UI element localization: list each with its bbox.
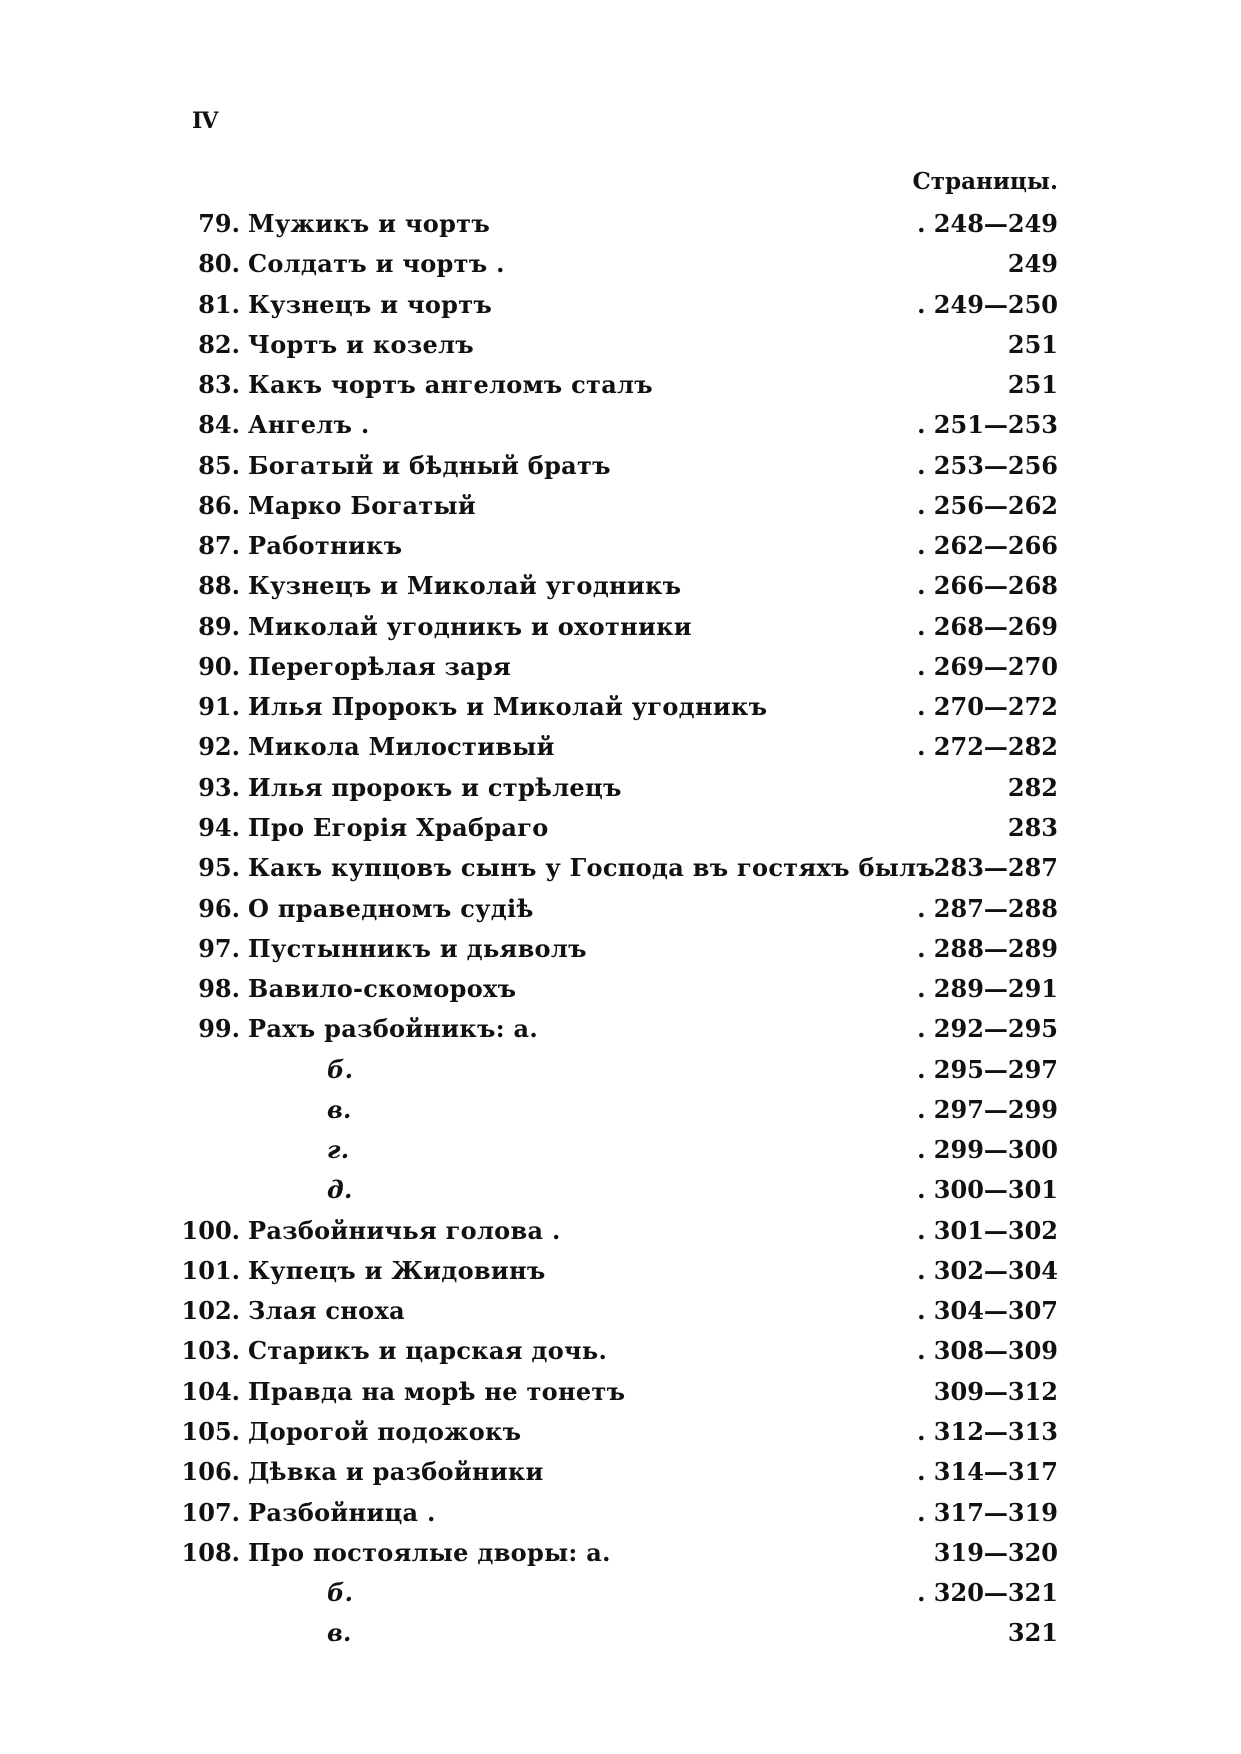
page-number: IV — [192, 108, 218, 134]
entry-title: Разбойничья голова . — [248, 1215, 561, 1245]
entry-title: Про постоялые дворы: а. — [248, 1537, 611, 1567]
toc-entry — [175, 1533, 1058, 1573]
entry-title: Кузнецъ и чортъ — [248, 289, 493, 319]
entry-number: 80. — [198, 249, 240, 279]
entry-title: Вавило-скоморохъ — [248, 974, 517, 1004]
entry-title: Ангелъ . — [248, 410, 370, 440]
toc-entry — [175, 1331, 1058, 1371]
toc-entry — [175, 1493, 1058, 1533]
entry-title: Какъ купцовъ сынъ у Господа въ гостяхъ былъ — [248, 853, 936, 883]
entry-title: Рахъ разбойникъ: а. — [248, 1014, 539, 1044]
entry-pages: . 289—291 — [917, 974, 1058, 1004]
entry-title: Дѣвка и разбойники — [248, 1457, 544, 1487]
entry-number: 93. — [198, 772, 240, 802]
toc-entry — [175, 1211, 1058, 1251]
entry-pages: . 287—288 — [917, 893, 1058, 923]
toc-entry — [175, 325, 1058, 365]
toc-entry — [175, 486, 1058, 526]
entry-pages: . 297—299 — [917, 1094, 1058, 1124]
entry-title: Мужикъ и чортъ — [248, 209, 491, 238]
toc-entry — [175, 566, 1058, 606]
entry-pages: 251 — [1007, 370, 1058, 400]
entry-title: Какъ чортъ ангеломъ сталъ — [248, 370, 653, 400]
entry-title: Купецъ и Жидовинъ — [248, 1255, 546, 1285]
entry-number: 97. — [198, 933, 240, 963]
entry-pages: . 251—253 — [917, 410, 1058, 440]
entry-title: Перегорѣлая заря — [248, 651, 512, 681]
toc-entry — [175, 1251, 1058, 1291]
toc-entry — [175, 808, 1058, 848]
toc-entry — [175, 687, 1058, 727]
toc-entry — [175, 848, 1058, 888]
toc-entry — [175, 365, 1058, 405]
toc-entry — [175, 285, 1058, 325]
entry-number: 103. — [181, 1336, 240, 1366]
toc-entry — [175, 1170, 1058, 1210]
entry-number: 104. — [181, 1376, 240, 1406]
toc-entry — [175, 1573, 1058, 1613]
entry-title: Миколай угодникъ и охотники — [248, 611, 692, 641]
entry-number: 85. — [198, 450, 240, 480]
entry-title: д. — [327, 1175, 353, 1205]
entry-number: 98. — [198, 974, 240, 1004]
entry-number: 96. — [198, 893, 240, 923]
entry-pages: . 312—313 — [917, 1416, 1058, 1446]
entry-title: Пустынникъ и дьяволъ — [248, 933, 587, 963]
entry-pages: 319—320 — [933, 1537, 1058, 1567]
entry-title: Илья пророкъ и стрѣлецъ — [248, 772, 622, 802]
entry-pages: . 249—250 — [917, 289, 1058, 319]
entry-title: б. — [327, 1578, 354, 1608]
entry-pages: 251 — [1007, 329, 1058, 359]
toc-entry — [175, 1050, 1058, 1090]
entry-number: 106. — [181, 1457, 240, 1487]
entry-title: Богатый и бѣдный братъ — [248, 450, 611, 480]
entry-title: Работникъ — [248, 531, 403, 561]
toc-entry — [175, 1452, 1058, 1492]
entry-number: 92. — [198, 732, 240, 762]
toc-entry — [175, 405, 1058, 445]
entry-number: 87. — [198, 531, 240, 561]
toc-entry — [175, 526, 1058, 566]
entry-pages: . 248—249 — [917, 209, 1058, 238]
entry-pages: . 270—272 — [917, 692, 1058, 722]
entry-title: Кузнецъ и Миколай угодникъ — [248, 571, 682, 601]
entry-title: Старикъ и царская дочь. — [248, 1336, 608, 1366]
entry-pages: . 268—269 — [917, 611, 1058, 641]
entry-number: 99. — [198, 1014, 240, 1044]
entry-number: 86. — [198, 490, 240, 520]
toc-entry — [175, 1130, 1058, 1170]
toc-entry — [175, 647, 1058, 687]
entry-pages: 282 — [1007, 772, 1058, 802]
toc-entry — [175, 969, 1058, 1009]
entry-title: Марко Богатый — [248, 490, 476, 520]
entry-title: Злая сноха — [248, 1296, 405, 1326]
toc-entry — [175, 768, 1058, 808]
entry-pages: . 301—302 — [917, 1215, 1058, 1245]
entry-title: г. — [327, 1135, 350, 1165]
entry-pages: . 308—309 — [917, 1336, 1058, 1366]
toc-entry — [175, 727, 1058, 767]
pages-column-header: Страницы. — [912, 168, 1058, 195]
toc-entry — [175, 889, 1058, 929]
toc-entry — [175, 929, 1058, 969]
entry-number: 102. — [181, 1296, 240, 1326]
entry-pages: 321 — [1007, 1618, 1058, 1648]
entry-pages: . 300—301 — [917, 1175, 1058, 1205]
entry-title: Правда на морѣ не тонетъ — [248, 1376, 626, 1406]
toc-entry — [175, 1090, 1058, 1130]
entry-number: 82. — [198, 329, 240, 359]
entry-title: Солдатъ и чортъ . — [248, 249, 505, 279]
toc-entry — [175, 1613, 1058, 1653]
entry-title: Илья Пророкъ и Миколай угодникъ — [248, 692, 768, 722]
entry-number: 79. — [198, 209, 240, 238]
entry-number: 88. — [198, 571, 240, 601]
entry-number: 84. — [198, 410, 240, 440]
entry-pages: . 288—289 — [917, 933, 1058, 963]
entry-number: 81. — [198, 289, 240, 319]
entry-pages: . 253—256 — [917, 450, 1058, 480]
entry-pages: . 299—300 — [917, 1135, 1058, 1165]
entry-number: 91. — [198, 692, 240, 722]
entry-pages: . 256—262 — [917, 490, 1058, 520]
entry-number: 108. — [181, 1537, 240, 1567]
entry-pages: . 320—321 — [917, 1578, 1058, 1608]
entry-title: Чортъ и козелъ — [248, 329, 474, 359]
entry-pages: . 295—297 — [917, 1054, 1058, 1084]
toc-entry — [175, 607, 1058, 647]
entry-pages: . 304—307 — [917, 1296, 1058, 1326]
entry-pages: . 302—304 — [917, 1255, 1058, 1285]
entry-pages: 249 — [1007, 249, 1058, 279]
entry-number: 83. — [198, 370, 240, 400]
entry-title: в. — [327, 1618, 352, 1648]
entry-title: Микола Милостивый — [248, 732, 555, 762]
entry-pages: . 317—319 — [917, 1497, 1058, 1527]
toc-entry — [175, 1009, 1058, 1049]
toc-entry — [175, 1372, 1058, 1412]
entry-number: 105. — [181, 1416, 240, 1446]
entry-pages: . 272—282 — [917, 732, 1058, 762]
entry-pages: . 269—270 — [917, 651, 1058, 681]
entry-number: 90. — [198, 651, 240, 681]
entry-number: 107. — [181, 1497, 240, 1527]
entry-number: 94. — [198, 812, 240, 842]
entry-number: 95. — [198, 853, 240, 883]
entry-number: 89. — [198, 611, 240, 641]
entry-pages: 309—312 — [933, 1376, 1058, 1406]
entry-title: О праведномъ судіѣ — [248, 893, 534, 923]
entry-number: 101. — [181, 1255, 240, 1285]
toc-entry — [175, 244, 1058, 284]
toc-entry — [175, 204, 1058, 244]
toc-entry — [175, 1291, 1058, 1331]
toc-entry — [175, 446, 1058, 486]
entry-pages: 283 — [1007, 812, 1058, 842]
entry-title: в. — [327, 1094, 352, 1124]
entry-pages: . 266—268 — [917, 571, 1058, 601]
toc-entry — [175, 1412, 1058, 1452]
entry-pages: . 283—287 — [917, 853, 1058, 883]
entry-title: Про Егорія Храбраго — [248, 812, 549, 842]
entry-pages: . 314—317 — [917, 1457, 1058, 1487]
entry-number: 100. — [181, 1215, 240, 1245]
table-of-contents — [175, 204, 1058, 1654]
entry-title: Дорогой подожокъ — [248, 1416, 522, 1446]
entry-title: Разбойница . — [248, 1497, 436, 1527]
entry-pages: . 262—266 — [917, 531, 1058, 561]
entry-title: б. — [327, 1054, 354, 1084]
entry-pages: . 292—295 — [917, 1014, 1058, 1044]
